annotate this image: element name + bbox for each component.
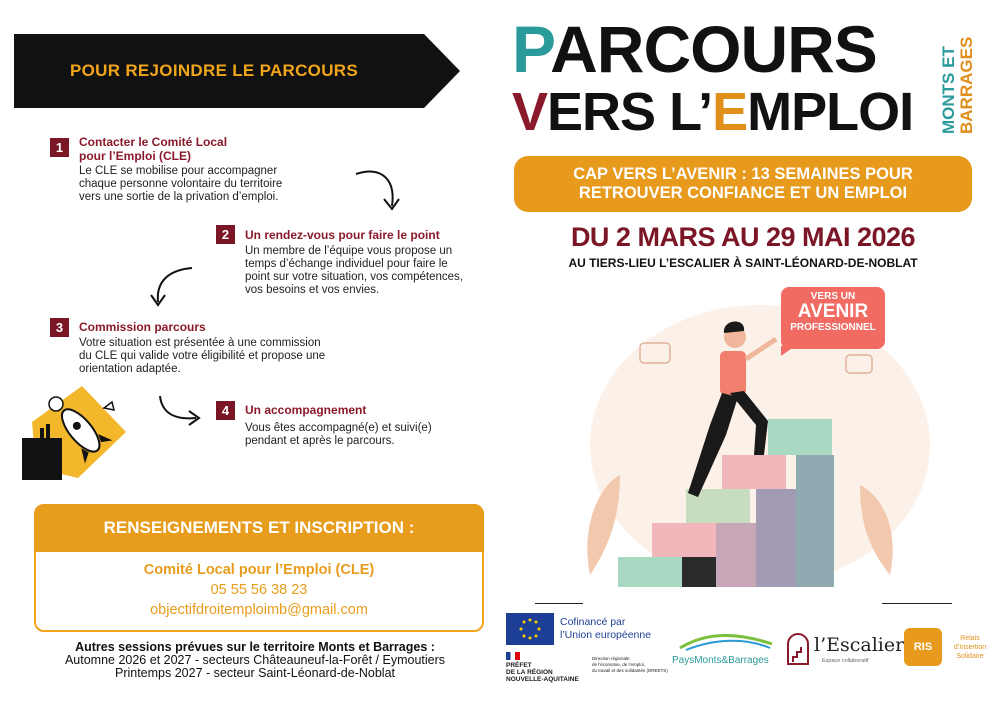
ris-logo-text [950,634,990,661]
prefet-logo [506,652,586,683]
title-initial: P [512,12,551,86]
curved-arrow-icon [350,166,410,218]
bubble-line: AVENIR [797,301,869,322]
step-1-text-line: vers une sortie de la privation d’emploi. [79,191,279,203]
tagline-pill [514,156,972,212]
prefet-line: NOUVELLE-AQUITAINE [506,676,579,683]
contact-header: RENSEIGNEMENTS ET INSCRIPTION : [34,504,484,552]
step-1-title-line: pour l’Emploi (CLE) [79,149,191,163]
step-1-text-line: chaque personne volontaire du territoire [79,178,283,190]
sessions-line: Automne 2026 et 2027 - secteurs Châteauneuf-la-Forêt / Eymoutiers [64,653,446,667]
eu-text-line: l’Union européenne [560,629,652,641]
prefet-line: DE LA RÉGION [506,669,553,676]
step-2 [245,228,505,297]
pays-logo: PaysMonts&Barrages [672,655,769,666]
bubble-line: VERS UN [810,291,856,302]
ris-line: Relais [960,635,980,642]
divider [535,603,583,604]
escalier-logo: l’Escalier [814,634,905,656]
banner-title: POUR REJOINDRE LE PARCOURS [69,61,359,80]
step-2-title: Un rendez-vous pour faire le point [245,228,440,242]
pays-logo-swoosh [676,630,776,652]
speech-bubble [781,287,885,349]
tricolor-icon [506,652,520,660]
step-number-3: 3 [50,318,69,337]
side-label-1: MONTS ET [939,46,958,134]
title-initial: V [512,82,548,142]
program-dates: DU 2 MARS AU 29 MAI 2026 [570,222,916,252]
contact-email[interactable]: objectifdroitemploimb@gmail.com [150,602,368,618]
prefet-line: PRÉFET [506,662,532,669]
tagline-line: RETROUVER CONFIANCE ET UN EMPLOI [578,184,908,202]
step-number-2: 2 [216,225,235,244]
title-initial: E [712,82,748,142]
tagline-line: CAP VERS L’AVENIR : 13 SEMAINES POUR [573,165,913,183]
step-4-text-line: pendant et après le parcours. [245,435,395,447]
dreets-line: du travail et des solidarités (DREETS) [592,668,668,673]
step-4 [245,403,505,448]
bubble-line: PROFESSIONNEL [790,322,876,333]
step-3-title: Commission parcours [79,320,206,334]
contact-organisation: Comité Local pour l’Emploi (CLE) [143,562,375,578]
step-4-text-line: Vous êtes accompagné(e) et suivi(e) [245,422,432,434]
eu-cofinance [560,616,651,642]
title-word: MPLOI [747,82,914,142]
ris-line: d’Insertion [953,644,987,651]
ris-line: Solidaire [956,653,984,660]
dreets-line: Direction régionale [592,656,630,661]
monts-et-barrages-label [938,32,978,136]
contact-box [34,504,484,632]
step-2-text-line: vos besoins et vos envies. [245,284,380,296]
program-venue: AU TIERS-LIEU L’ESCALIER À SAINT-LÉONARD-DE-NOBLAT [568,256,918,270]
eu-text-line: Cofinancé par [560,616,626,628]
divider [882,603,952,604]
step-3 [79,320,379,376]
eu-flag-icon [506,613,554,645]
step-2-text-line: temps d’échange individuel pour faire le [245,258,448,270]
title-line-2 [512,84,913,140]
title-word: ERS L’ [547,82,713,142]
sessions-line: Printemps 2027 - secteur Saint-Léonard-de-Noblat [114,666,395,680]
title-word: ARCOURS [550,12,877,86]
step-number-4: 4 [216,401,235,420]
rocket-illustration [22,382,130,480]
contact-phone[interactable]: 05 55 56 38 23 [210,582,308,598]
other-sessions [20,641,490,680]
step-3-text-line: orientation adaptée. [79,363,181,375]
section-banner [14,34,464,108]
step-3-text-line: du CLE qui valide votre éligibilité et propose une [79,350,326,362]
curved-arrow-icon [144,264,204,310]
step-2-text-line: point sur votre situation, vos compétences, [245,271,463,283]
step-2-text-line: Un membre de l’équipe vous propose un [245,245,453,257]
escalier-subtitle: Espace collaboratif [822,658,869,664]
step-3-text-line: Votre situation est présentée à une commission [79,337,321,349]
bubble-tail [781,346,795,356]
side-label-2: BARRAGES [957,36,976,134]
step-number-1: 1 [50,138,69,157]
step-4-title: Un accompagnement [245,403,367,417]
curved-arrow-icon [156,392,206,428]
step-1-title-line: Contacter le Comité Local [79,135,228,149]
sessions-heading: Autres sessions prévues sur le territoire Monts et Barrages : [75,640,435,654]
dreets-line: de l’économie, de l’emploi, [592,662,646,667]
step-1-text-line: Le CLE se mobilise pour accompagner [79,165,278,177]
title-line-1 [512,12,877,86]
dreets-text [592,656,672,674]
ris-logo-icon: RIS [904,628,942,666]
escalier-logo-icon [785,632,811,666]
